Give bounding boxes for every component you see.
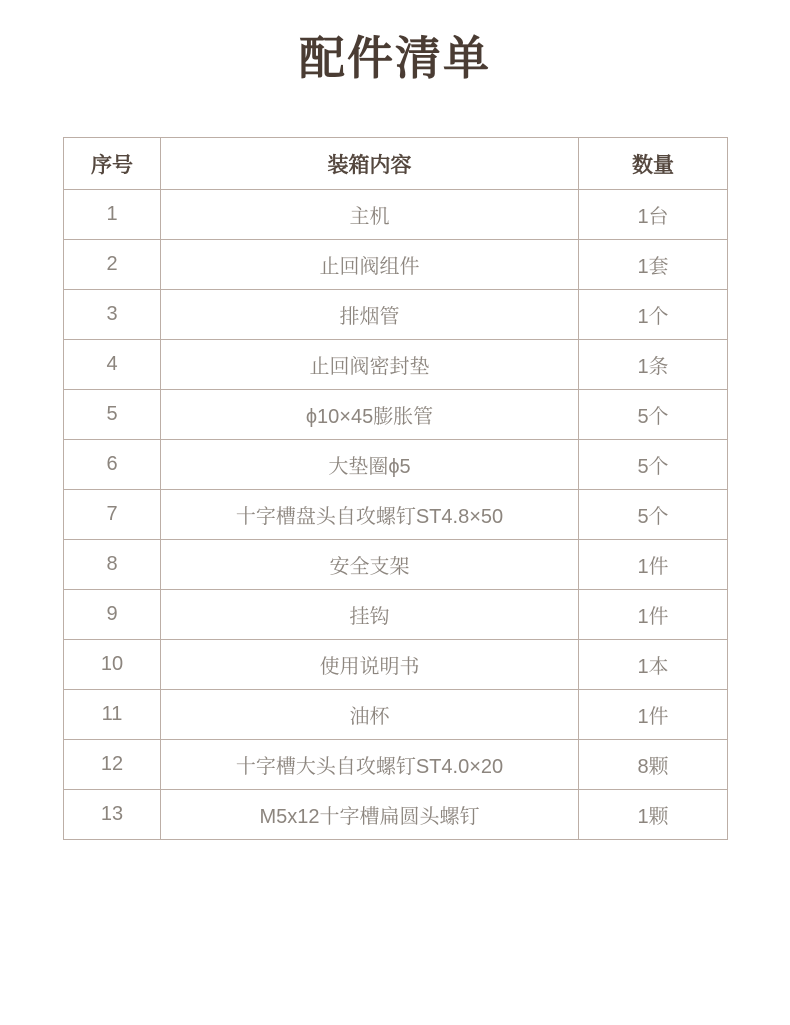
table-row (64, 290, 728, 340)
row-qty-cell: 1本 (579, 640, 728, 690)
row-content-cell: 止回阀密封垫 (161, 340, 579, 390)
table-row (64, 240, 728, 290)
row-content-cell: 主机 (161, 190, 579, 240)
row-qty-cell: 1条 (579, 340, 728, 390)
row-qty-cell: 1台 (579, 190, 728, 240)
row-qty-cell: 1件 (579, 590, 728, 640)
row-content-cell: 安全支架 (161, 540, 579, 590)
table-row (64, 440, 728, 490)
row-qty-cell: 1颗 (579, 790, 728, 840)
row-qty-cell: 5个 (579, 440, 728, 490)
row-content-cell: 排烟管 (161, 290, 579, 340)
row-content-cell: 油杯 (161, 690, 579, 740)
header-cell-quantity: 数量 (579, 138, 728, 190)
row-no-cell: 11 (64, 690, 161, 740)
row-qty-cell: 1件 (579, 690, 728, 740)
row-no-cell: 13 (64, 790, 161, 840)
header-cell-index: 序号 (64, 138, 161, 190)
row-qty-cell: 1套 (579, 240, 728, 290)
table-row (64, 540, 728, 590)
row-content-cell: 大垫圈ϕ5 (161, 440, 579, 490)
row-content-cell: 十字槽大头自攻螺钉ST4.0×20 (161, 740, 579, 790)
row-no-cell: 4 (64, 340, 161, 390)
header-cell-contents: 装箱内容 (161, 138, 579, 190)
row-qty-cell: 8颗 (579, 740, 728, 790)
table-row (64, 390, 728, 440)
table-row (64, 690, 728, 740)
row-no-cell: 9 (64, 590, 161, 640)
table-row (64, 740, 728, 790)
row-no-cell: 3 (64, 290, 161, 340)
row-qty-cell: 5个 (579, 490, 728, 540)
row-no-cell: 10 (64, 640, 161, 690)
table-row (64, 340, 728, 390)
table-row (64, 490, 728, 540)
row-no-cell: 6 (64, 440, 161, 490)
row-qty-cell: 1个 (579, 290, 728, 340)
row-no-cell: 5 (64, 390, 161, 440)
row-content-cell: 止回阀组件 (161, 240, 579, 290)
row-content-cell: 十字槽盘头自攻螺钉ST4.8×50 (161, 490, 579, 540)
row-no-cell: 2 (64, 240, 161, 290)
parts-list-table (63, 137, 728, 840)
table-header-row (64, 138, 728, 190)
row-content-cell: M5x12十字槽扁圆头螺钉 (161, 790, 579, 840)
table-row (64, 640, 728, 690)
row-no-cell: 1 (64, 190, 161, 240)
row-no-cell: 7 (64, 490, 161, 540)
row-no-cell: 12 (64, 740, 161, 790)
row-qty-cell: 1件 (579, 540, 728, 590)
row-content-cell: ϕ10×45膨胀管 (161, 390, 579, 440)
page-title: 配件清单 (299, 32, 491, 84)
table-row (64, 790, 728, 840)
row-content-cell: 使用说明书 (161, 640, 579, 690)
table-row (64, 590, 728, 640)
row-no-cell: 8 (64, 540, 161, 590)
table-row (64, 190, 728, 240)
row-content-cell: 挂钩 (161, 590, 579, 640)
row-qty-cell: 5个 (579, 390, 728, 440)
